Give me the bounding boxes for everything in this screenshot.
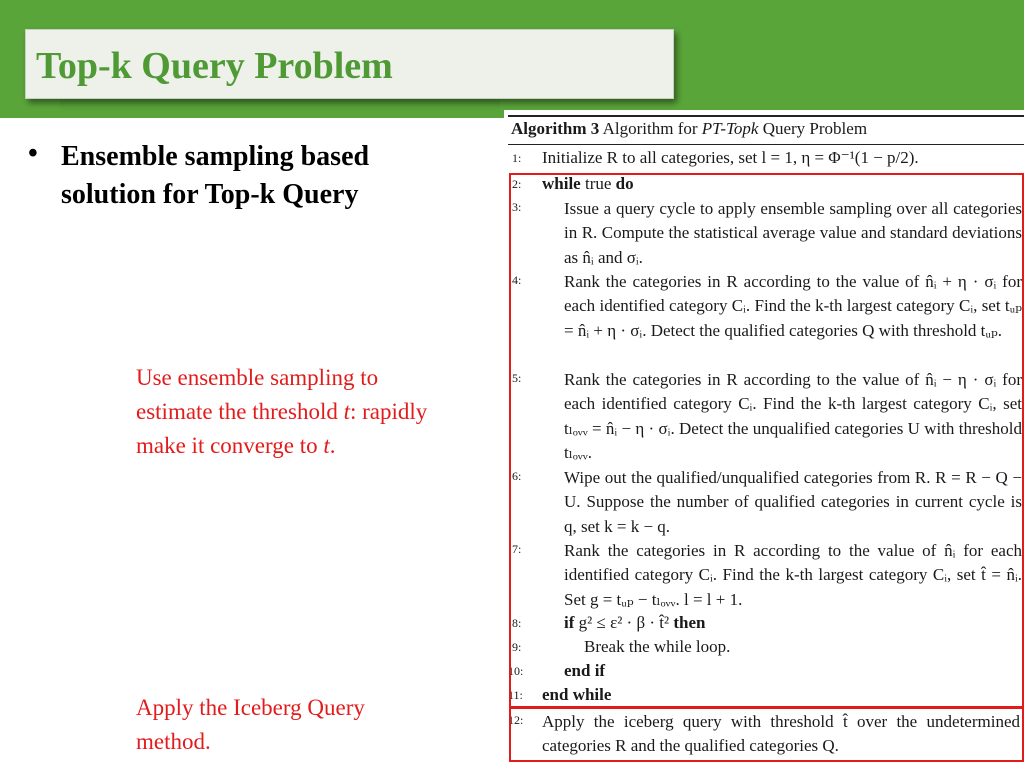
algorithm-caption: Algorithm 3 Algorithm for PT-Topk Query Problem [511, 119, 868, 138]
algorithm-top-rule [508, 115, 1024, 117]
bullet-dot-icon: • [28, 138, 38, 169]
algorithm-figure: Algorithm 3 Algorithm for PT-Topk Query Problem 1: Initialize R to all categories, set l = 1, η = Φ⁻¹(1 − p/2). 2: while true do 3: Issue a query cycle to apply ensemble sampling over all categories in R. Compute the statistical average value and standard deviations as n̂ᵢ and σᵢ. 4: Rank the categories in R according to the value of n̂ᵢ + η · σᵢ for each identified category Cᵢ. Find the k-th largest category Cᵢ, set tᵤₚ = n̂ᵢ + η · σᵢ. Detect the qualified categories Q with threshold tᵤₚ. 5: Rank the categories in R according to the value of n̂ᵢ − η · σᵢ for each identified category Cᵢ. Find the k-th largest category Cᵢ, set tₗₒᵥᵥ = n̂ᵢ − η · σᵢ. Detect the unqualified categories U with threshold tₗₒᵥᵥ. 6: Wipe out the qualified/unqualified categories from R. R = R − Q − U. Suppose the number of qualified categories in current cycle is q, set k = k − q. 7: Rank the categories in R according to the value of n̂ᵢ for each identified category Cᵢ. Find the k-th largest category Cᵢ, set t̂ = n̂ᵢ. Set g = tᵤₚ − tₗₒᵥᵥ. l = l + 1. 8: if g² ≤ ε² · β · t̂² then 9: Break the while loop. 10: end if 11: end while 12: Apply the iceberg query with threshold t̂ over the undetermined categories R and the qualified categories Q. [504, 110, 1024, 768]
title-box [25, 29, 674, 99]
algorithm-header-rule [508, 144, 1024, 145]
bullet-text: Ensemble sampling based solution for Top-k Query [61, 141, 370, 210]
while-loop-highlight [509, 173, 1024, 708]
title-shadow [60, 99, 500, 115]
annotation-ensemble-sampling: Use ensemble sampling to estimate the threshold t: rapidly make it converge to t. [136, 365, 428, 458]
iceberg-step-highlight [509, 707, 1024, 762]
annotation-iceberg-query: Apply the Iceberg Query method. [136, 695, 365, 754]
slide-title: Top-k Query Problem [36, 45, 393, 87]
